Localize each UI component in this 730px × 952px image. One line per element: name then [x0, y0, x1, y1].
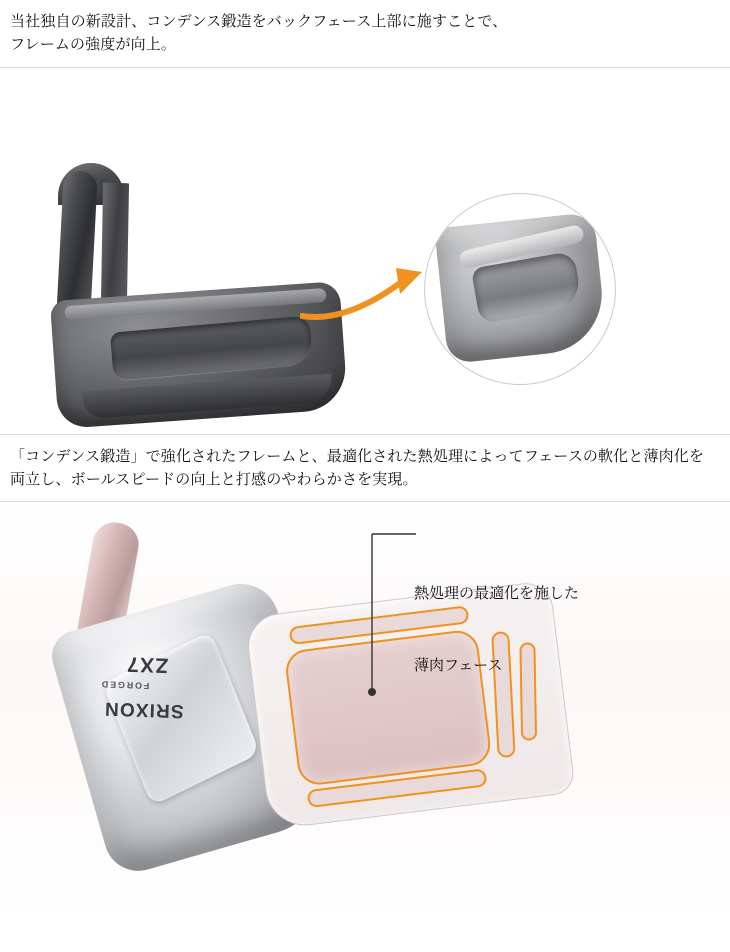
zoom-detail-circle	[424, 193, 616, 385]
callout-line: 薄肉フェース	[414, 657, 503, 674]
sub-mark: FORGED	[99, 679, 150, 691]
callout-arrow-icon	[300, 264, 440, 334]
bottom-spacer	[0, 922, 730, 952]
caption-line: 「コンデンス鍛造」で強化されたフレームと、最適化された熱処理によってフェースの軟化と薄肉化を	[10, 447, 705, 465]
caption-line: 両立し、ボールスピードの向上と打感のやわらかさを実現。	[10, 470, 418, 488]
zoom-head-shape	[434, 212, 607, 364]
frame-and-face-description	[0, 435, 730, 502]
brand-mark: SRIXON	[103, 697, 185, 722]
model-mark: ZX7	[125, 652, 169, 677]
back-cavity	[110, 315, 313, 380]
sole	[82, 373, 333, 418]
iron-backface-photo	[0, 68, 730, 434]
condense-forging-description	[0, 0, 730, 67]
caption-line: フレームの強度が向上。	[10, 36, 177, 54]
iron-face-cutaway-diagram	[0, 502, 730, 922]
thin-face-callout	[414, 534, 579, 726]
callout-line: 熱処理の最適化を施した	[414, 585, 580, 602]
caption-line: 当社独自の新設計、コンデンス鍛造をバックフェース上部に施すことで、	[10, 13, 508, 30]
hosel-neck	[101, 182, 129, 302]
